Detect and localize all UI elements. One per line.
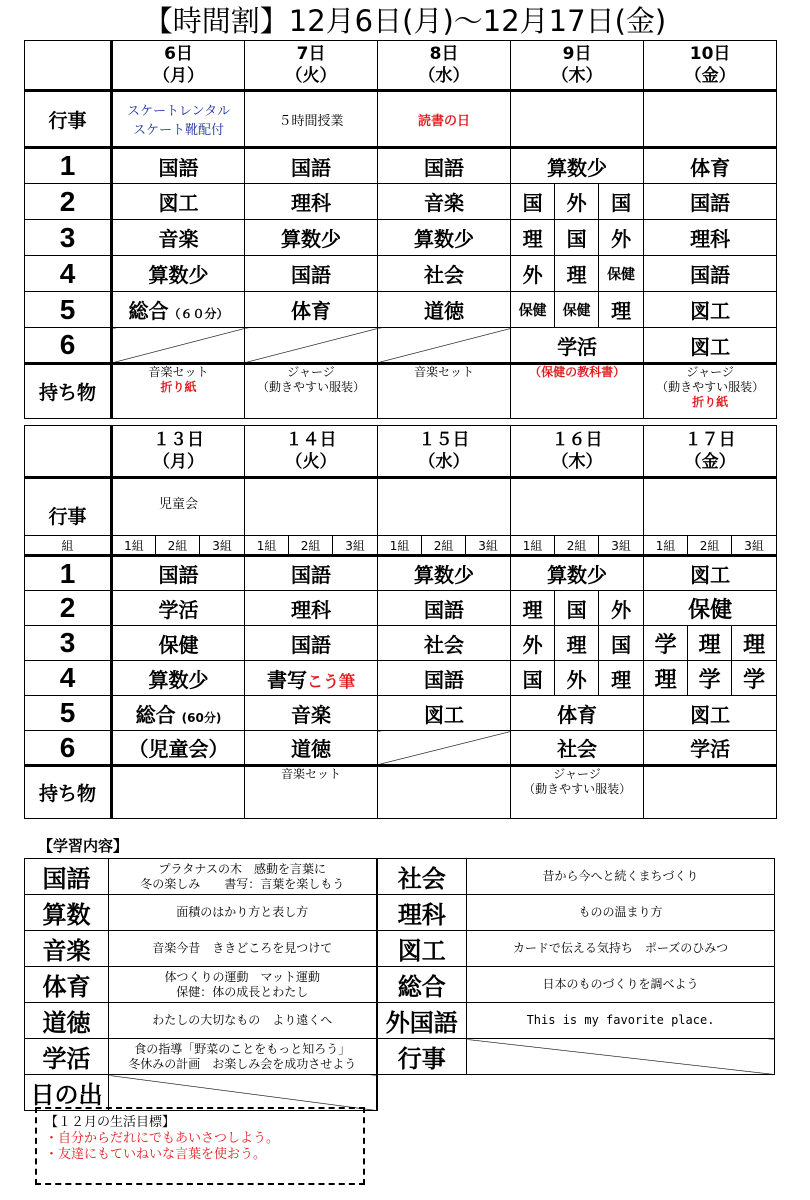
subject-cell: 音楽	[112, 220, 245, 256]
period-label: 6	[25, 328, 112, 364]
study-content: This is my favorite place.	[467, 1003, 775, 1039]
event-cell	[245, 478, 378, 536]
subject-cell: 国語	[644, 184, 777, 220]
subject-cell: 国語	[112, 148, 245, 184]
period-label: 2	[25, 184, 112, 220]
belongings-cell	[644, 766, 777, 819]
subject-cell: 国	[555, 220, 599, 256]
subject-cell: 社会	[511, 731, 644, 766]
goal-item: ・友達にもていねいな言葉を使おう。	[45, 1147, 267, 1162]
study-content: 音楽今昔 ききどころを見つけて	[109, 931, 377, 967]
subject-cell: 算数少	[245, 220, 378, 256]
subject-cell: 総合（６０分）	[112, 292, 245, 328]
day-header: １６日 （木）	[511, 426, 644, 478]
subject-cell: 学	[688, 661, 732, 696]
subject-cell: 国語	[245, 626, 378, 661]
day-header: １５日 （水）	[378, 426, 511, 478]
period-label: 5	[25, 292, 112, 328]
period-label: 1	[25, 556, 112, 591]
day-header: １７日 （金）	[644, 426, 777, 478]
event-cell: スケートレンタル スケート靴配付	[112, 91, 245, 148]
corner-cell	[25, 41, 112, 91]
empty-slot	[112, 328, 245, 364]
subject-cell: 国語	[378, 591, 511, 626]
belongings-cell: 音楽セット	[245, 766, 378, 819]
belongings-cell: （保健の教科書）	[511, 364, 644, 419]
event-cell: ５時間授業	[245, 91, 378, 148]
subject-cell: 国語	[378, 661, 511, 696]
subject-cell: 音楽	[378, 184, 511, 220]
subject-cell: 保健	[511, 292, 555, 328]
period-label: 3	[25, 626, 112, 661]
class-header: 1組	[245, 536, 289, 556]
period-label: 5	[25, 696, 112, 731]
class-header: 3組	[599, 536, 644, 556]
period-label: 1	[25, 148, 112, 184]
event-cell	[378, 478, 511, 536]
subject-cell: 保健	[644, 591, 777, 626]
monthly-goal-box	[35, 1107, 365, 1185]
event-cell: 読書の日	[378, 91, 511, 148]
subject-cell: 算数少	[378, 556, 511, 591]
subject-cell: 理	[511, 591, 555, 626]
study-content: プラタナスの木 感動を言葉に 冬の楽しみ 書写：言葉を楽しもう	[109, 859, 377, 895]
subject-cell: 保健	[599, 256, 644, 292]
study-subject: 体育	[25, 967, 109, 1003]
empty-slot	[109, 1075, 377, 1111]
week2-timetable	[24, 425, 777, 819]
subject-cell: 理科	[644, 220, 777, 256]
subject-cell: 理	[644, 661, 688, 696]
class-header: 3組	[200, 536, 245, 556]
subject-cell: 図工	[112, 184, 245, 220]
subject-cell: 書写こう筆	[245, 661, 378, 696]
study-contents-table	[24, 858, 775, 1111]
empty-slot	[245, 328, 378, 364]
subject-cell: 体育	[245, 292, 378, 328]
study-subject: 行事	[377, 1039, 467, 1075]
subject-cell: 理	[599, 661, 644, 696]
class-header: 1組	[644, 536, 688, 556]
subject-cell: 国語	[644, 256, 777, 292]
belongings-cell: ジャージ （動きやすい服装） 折り紙	[644, 364, 777, 419]
subject-cell: 学活	[644, 731, 777, 766]
period-label: 2	[25, 591, 112, 626]
subject-cell: 国	[599, 626, 644, 661]
event-cell	[644, 478, 777, 536]
subject-cell: 算数少	[378, 220, 511, 256]
subject-cell: 理	[511, 220, 555, 256]
study-subject: 社会	[377, 859, 467, 895]
subject-cell: 国語	[245, 148, 378, 184]
subject-cell: 算数少	[511, 556, 644, 591]
subject-cell: 図工	[644, 696, 777, 731]
day-header: １４日 （火）	[245, 426, 378, 478]
subject-cell: 保健	[112, 626, 245, 661]
class-header: 1組	[511, 536, 555, 556]
study-subject: 理科	[377, 895, 467, 931]
subject-cell: 算数少	[112, 256, 245, 292]
subject-cell: 図工	[644, 556, 777, 591]
belongings-cell	[112, 766, 245, 819]
study-content: 日本のものづくりを調べよう	[467, 967, 775, 1003]
belongings-cell: ジャージ （動きやすい服装）	[245, 364, 378, 419]
subject-cell: 理	[732, 626, 777, 661]
study-content: わたしの大切なもの より遠くへ	[109, 1003, 377, 1039]
belongings-cell: 音楽セット	[378, 364, 511, 419]
study-subject: 音楽	[25, 931, 109, 967]
belongings-label: 持ち物	[25, 766, 112, 819]
belongings-label: 持ち物	[25, 364, 112, 419]
subject-cell: 外	[511, 626, 555, 661]
subject-cell: 理科	[245, 591, 378, 626]
class-header: 3組	[732, 536, 777, 556]
class-header: 1組	[112, 536, 156, 556]
subject-cell: 外	[555, 184, 599, 220]
blank	[467, 1075, 775, 1111]
empty-slot	[467, 1039, 775, 1075]
subject-cell: 図工	[644, 292, 777, 328]
subject-cell: 学	[732, 661, 777, 696]
class-header: 3組	[466, 536, 511, 556]
subject-cell: 保健	[555, 292, 599, 328]
corner-cell	[25, 426, 112, 478]
event-cell	[644, 91, 777, 148]
event-cell: 児童会	[112, 478, 245, 536]
study-content: 昔から今へと続くまちづくり	[467, 859, 775, 895]
class-header: 2組	[555, 536, 599, 556]
subject-cell: 道徳	[378, 292, 511, 328]
goal-title: 【１２月の生活目標】	[45, 1115, 176, 1130]
subject-cell: 国語	[378, 148, 511, 184]
subject-cell: 音楽	[245, 696, 378, 731]
empty-slot	[378, 328, 511, 364]
subject-cell: 総合 (60分)	[112, 696, 245, 731]
day-header: 8日 （水）	[378, 41, 511, 91]
subject-cell: 国	[555, 591, 599, 626]
subject-cell: （児童会）	[112, 731, 245, 766]
study-subject: 算数	[25, 895, 109, 931]
study-content: 体つくりの運動 マット運動 保健：体の成長とわたし	[109, 967, 377, 1003]
class-header: 3組	[333, 536, 378, 556]
subject-cell: 国	[511, 661, 555, 696]
class-header: 2組	[289, 536, 333, 556]
day-header: 9日 （木）	[511, 41, 644, 91]
subject-cell: 社会	[378, 256, 511, 292]
week1-timetable	[24, 40, 777, 419]
subject-cell: 学活	[511, 328, 644, 364]
day-header: 6日 （月）	[112, 41, 245, 91]
period-label: 3	[25, 220, 112, 256]
class-label: 組	[25, 536, 112, 556]
study-subject: 国語	[25, 859, 109, 895]
period-label: 4	[25, 661, 112, 696]
subject-cell: 理科	[245, 184, 378, 220]
subject-cell: 図工	[378, 696, 511, 731]
period-label: 4	[25, 256, 112, 292]
study-subject: 日の出	[25, 1075, 109, 1111]
belongings-cell: ジャージ （動きやすい服装）	[511, 766, 644, 819]
page-title: 【時間割】12月6日(月)～12月17日(金)	[143, 4, 667, 38]
subject-cell: 国語	[112, 556, 245, 591]
subject-cell: 理	[555, 256, 599, 292]
subject-cell: 算数少	[112, 661, 245, 696]
subject-cell: 国	[511, 184, 555, 220]
class-header: 2組	[422, 536, 466, 556]
subject-cell: 外	[555, 661, 599, 696]
subject-cell: 体育	[644, 148, 777, 184]
subject-cell: 学活	[112, 591, 245, 626]
period-label: 6	[25, 731, 112, 766]
subject-cell: 道徳	[245, 731, 378, 766]
day-header: 7日 （火）	[245, 41, 378, 91]
day-header: １３日 （月）	[112, 426, 245, 478]
subject-cell: 国語	[245, 256, 378, 292]
study-subject: 道徳	[25, 1003, 109, 1039]
belongings-cell: 音楽セット 折り紙	[112, 364, 245, 419]
empty-slot	[378, 731, 511, 766]
event-cell	[511, 91, 644, 148]
event-label: 行事	[25, 478, 112, 536]
study-subject: 外国語	[377, 1003, 467, 1039]
subject-cell: 外	[511, 256, 555, 292]
subject-cell: 体育	[511, 696, 644, 731]
study-content: カードで伝える気持ち ポーズのひみつ	[467, 931, 775, 967]
study-content: 食の指導「野菜のことをもっと知ろう」 冬休みの計画 お楽しみ会を成功させよう	[109, 1039, 377, 1075]
subject-cell: 算数少	[511, 148, 644, 184]
study-heading: 【学習内容】	[38, 837, 129, 855]
class-header: 1組	[378, 536, 422, 556]
subject-cell: 学	[644, 626, 688, 661]
subject-cell: 国	[599, 184, 644, 220]
study-subject: 総合	[377, 967, 467, 1003]
event-label: 行事	[25, 91, 112, 148]
event-cell	[511, 478, 644, 536]
day-header: 10日 （金）	[644, 41, 777, 91]
subject-cell: 外	[599, 220, 644, 256]
subject-cell: 理	[688, 626, 732, 661]
subject-cell: 理	[599, 292, 644, 328]
belongings-cell	[378, 766, 511, 819]
subject-cell: 社会	[378, 626, 511, 661]
subject-cell: 外	[599, 591, 644, 626]
blank	[377, 1075, 467, 1111]
study-subject: 図工	[377, 931, 467, 967]
goal-item: ・自分からだれにでもあいさつしよう。	[45, 1131, 280, 1146]
study-content: ものの温まり方	[467, 895, 775, 931]
study-content: 面積のはかり方と表し方	[109, 895, 377, 931]
subject-cell: 国語	[245, 556, 378, 591]
subject-cell: 理	[555, 626, 599, 661]
subject-cell: 図工	[644, 328, 777, 364]
class-header: 2組	[156, 536, 200, 556]
class-header: 2組	[688, 536, 732, 556]
study-subject: 学活	[25, 1039, 109, 1075]
